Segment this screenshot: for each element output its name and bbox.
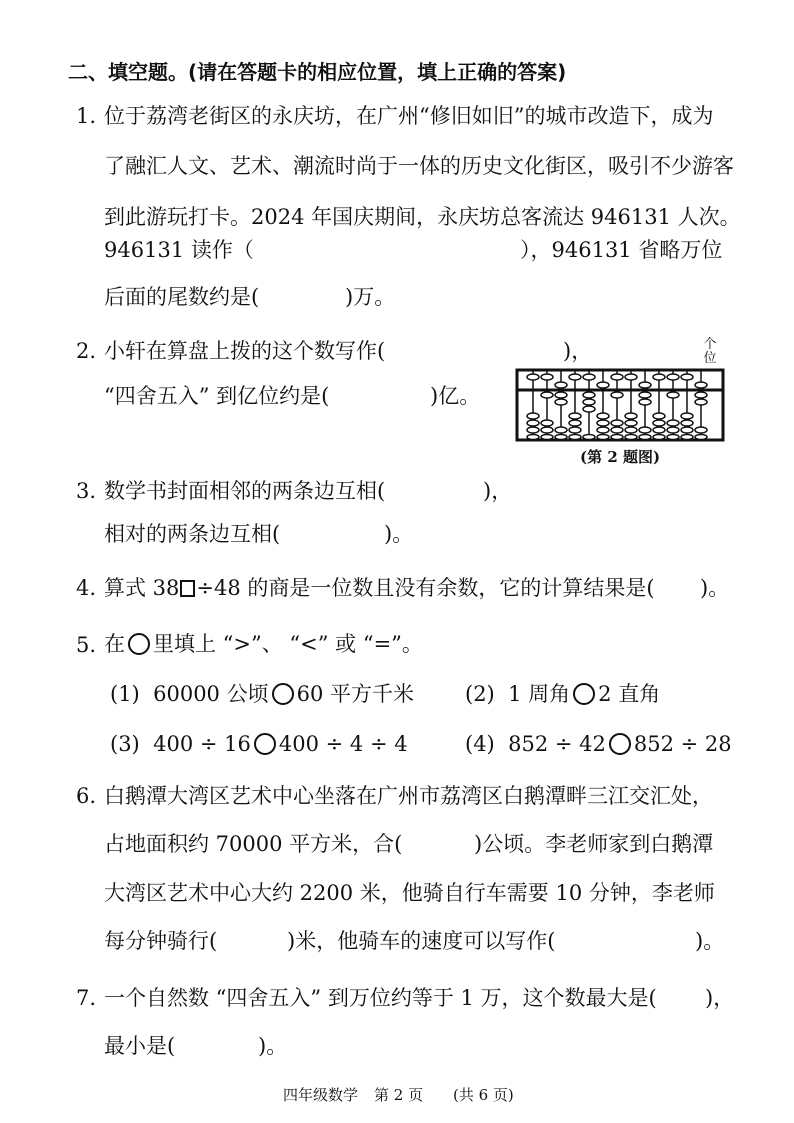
q7-line-2-b: )。 bbox=[258, 1034, 288, 1058]
q2-number: 2. bbox=[76, 339, 97, 363]
q7-line-1-a: 一个自然数 “四舍五入” 到万位约等于 1 万，这个数最大是( bbox=[104, 986, 657, 1010]
q5-item-left: 1 周角 bbox=[508, 682, 571, 706]
q2-line-2-a: “四舍五入” 到亿位约是( bbox=[104, 384, 330, 408]
q1-number: 1. bbox=[76, 104, 97, 128]
blank-square-icon bbox=[180, 580, 195, 597]
q6-line-4-b: )米，他骑车的速度可以写作( bbox=[287, 929, 556, 953]
q4-text bbox=[104, 578, 655, 599]
q5-item-right: 60 平方千米 bbox=[296, 682, 414, 706]
q6-line-4-c: )。 bbox=[695, 929, 725, 953]
q2-line-2-b: )亿。 bbox=[430, 384, 481, 408]
q5-item-2 bbox=[465, 683, 660, 705]
q6-number: 6. bbox=[76, 784, 97, 808]
q5-item-label: (2) bbox=[465, 682, 495, 706]
q5-item-label: (1) bbox=[110, 682, 140, 706]
q7-line-2-a: 最小是( bbox=[104, 1034, 176, 1058]
q4-number: 4. bbox=[76, 576, 97, 600]
q5-item-right: 2 直角 bbox=[598, 682, 661, 706]
q5-item-label: (3) bbox=[110, 732, 140, 756]
section-title: 二、填空题。(请在答题卡的相应位置，填上正确的答案) bbox=[68, 60, 567, 84]
q5-number: 5. bbox=[76, 633, 97, 657]
q5-item-label: (4) bbox=[465, 732, 495, 756]
q1-line-5-b: )万。 bbox=[345, 285, 396, 309]
q5-item-4 bbox=[465, 733, 732, 755]
q5-item-left: 60000 公顷 bbox=[153, 682, 269, 706]
footer-subject: 四年级数学 bbox=[283, 1086, 359, 1104]
compare-circle-icon bbox=[128, 633, 150, 655]
q5-text-b: 里填上 “>”、 “<” 或 “=”。 bbox=[153, 632, 423, 656]
q4-text-b: ÷48 的商是一位数且没有余数，它的计算结果是( bbox=[196, 576, 655, 600]
q1-line-5-a: 后面的尾数约是( bbox=[104, 285, 260, 309]
q4-text-c: )。 bbox=[700, 576, 730, 600]
q2-line-1-a: 小轩在算盘上拨的这个数写作( bbox=[104, 339, 386, 363]
q7-line-1-b: )， bbox=[705, 986, 735, 1010]
compare-circle-icon[interactable] bbox=[573, 683, 595, 705]
footer-page: 第 2 页 bbox=[374, 1086, 424, 1104]
q3-line-1-a: 数学书封面相邻的两条边互相( bbox=[104, 479, 386, 503]
q3-number: 3. bbox=[76, 479, 97, 503]
q5-instruction bbox=[104, 633, 423, 655]
q6-line-2-b: )公顷。李老师家到白鹅潭 bbox=[474, 832, 714, 856]
q5-item-left: 400 ÷ 16 bbox=[153, 732, 251, 756]
compare-circle-icon[interactable] bbox=[272, 683, 294, 705]
figure-caption: (第 2 题图) bbox=[580, 448, 661, 466]
q3-line-2-b: )。 bbox=[384, 522, 414, 546]
footer-total: (共 6 页) bbox=[453, 1086, 514, 1104]
q1-line-4-a: 946131 读作（ bbox=[104, 238, 254, 262]
abacus-units-label: 个位 bbox=[703, 337, 717, 366]
q2-line-1-b: )， bbox=[563, 339, 593, 363]
q5-item-1 bbox=[110, 683, 414, 705]
q3-line-1-b: )， bbox=[483, 479, 513, 503]
q7-number: 7. bbox=[76, 986, 97, 1010]
q6-line-4-a: 每分钟骑行( bbox=[104, 929, 218, 953]
q5-item-right: 400 ÷ 4 ÷ 4 bbox=[278, 732, 408, 756]
q1-line-2: 了融汇人文、艺术、潮流时尚于一体的历史文化街区，吸引不少游客 bbox=[104, 154, 734, 178]
q1-line-4-b: ），946131 省略万位 bbox=[520, 238, 723, 262]
q5-item-3 bbox=[110, 733, 408, 755]
q5-item-right: 852 ÷ 28 bbox=[633, 732, 732, 756]
q1-line-3: 到此游玩打卡。2024 年国庆期间，永庆坊总客流达 946131 人次。 bbox=[104, 205, 741, 229]
q1-line-1: 位于荔湾老街区的永庆坊，在广州“修旧如旧”的城市改造下，成为 bbox=[104, 104, 714, 128]
q6-line-1: 白鹅潭大湾区艺术中心坐落在广州市荔湾区白鹅潭畔三江交汇处， bbox=[104, 784, 713, 808]
abacus-figure bbox=[515, 368, 725, 442]
q3-line-2-a: 相对的两条边互相( bbox=[104, 522, 281, 546]
q5-item-left: 852 ÷ 42 bbox=[508, 732, 606, 756]
q4-text-a: 算式 38 bbox=[104, 576, 180, 600]
compare-circle-icon[interactable] bbox=[254, 733, 276, 755]
q6-line-2-a: 占地面积约 70000 平方米，合( bbox=[104, 832, 403, 856]
q5-text-a: 在 bbox=[104, 632, 125, 656]
compare-circle-icon[interactable] bbox=[609, 733, 631, 755]
q6-line-3: 大湾区艺术中心大约 2200 米，他骑自行车需要 10 分钟，李老师 bbox=[104, 881, 715, 905]
